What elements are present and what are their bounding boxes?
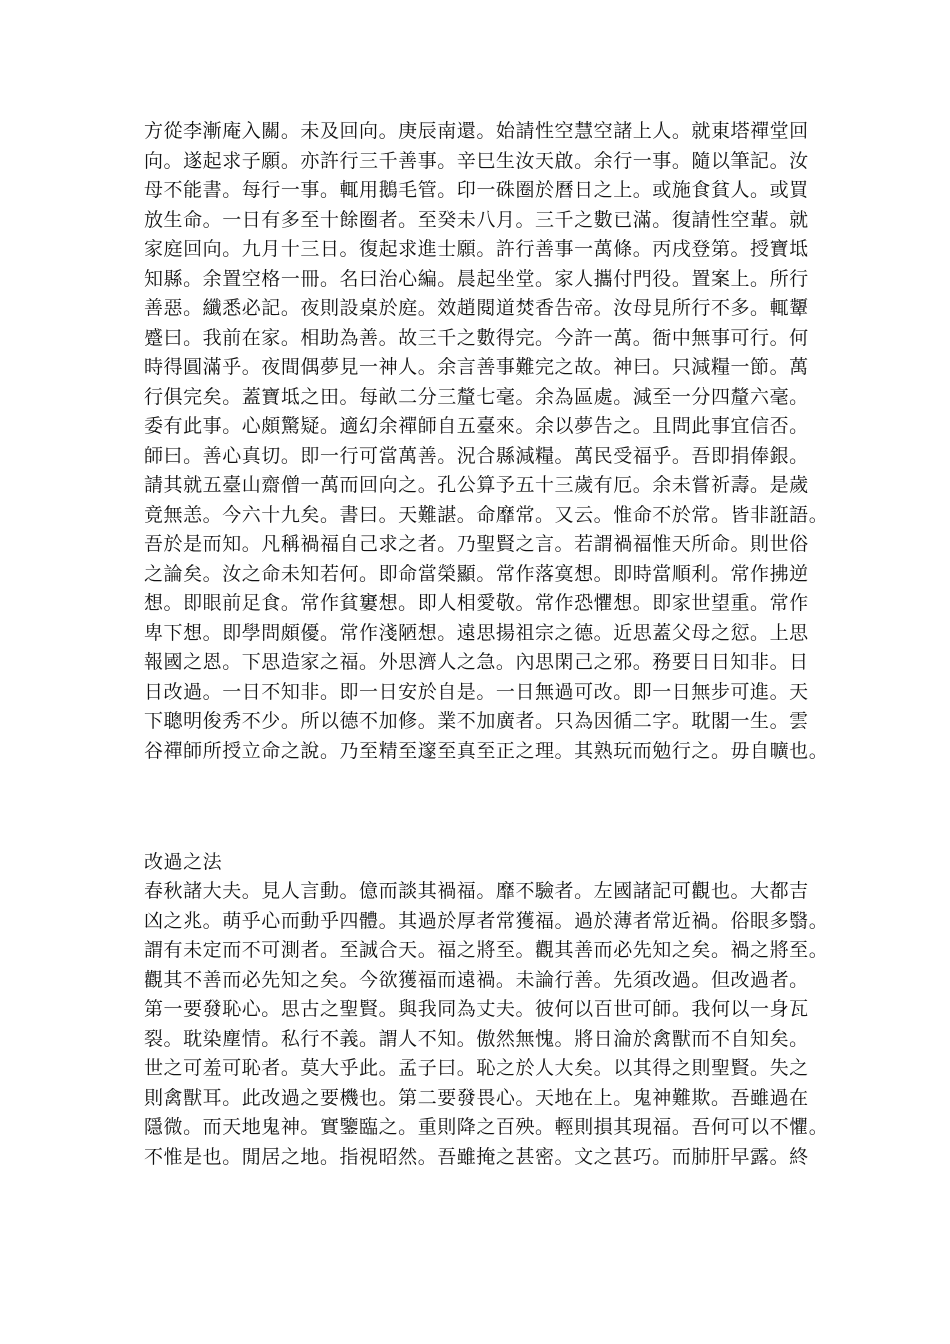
text-line: 吾於是而知。凡稱禍福自己求之者。乃聖賢之言。若謂禍福惟天所命。則世俗 xyxy=(144,533,809,555)
text-line: 母不能書。每行一事。輒用鵝毛管。印一硃圈於曆日之上。或施食貧人。或買 xyxy=(144,179,809,201)
text-line: 竟無恙。今六十九矣。書曰。天難諶。命靡常。又云。惟命不於常。皆非誑語。 xyxy=(144,503,829,526)
text-line: 向。遂起求子願。亦許行三千善事。辛巳生汝天啟。余行一事。隨以筆記。汝 xyxy=(144,149,809,172)
text-line: 放生命。一日有多至十餘圈者。至癸未八月。三千之數已滿。復請性空輩。就 xyxy=(144,208,809,231)
text-line: 第一要發恥心。思古之聖賢。與我同為丈夫。彼何以百世可師。我何以一身瓦 xyxy=(144,998,809,1020)
text-line: 之論矣。汝之命未知若何。即命當榮顯。常作落寞想。即時當順利。常作拂逆 xyxy=(144,562,809,585)
text-line: 觀其不善而必先知之矣。今欲獲福而遠禍。未論行善。先須改過。但改過者。 xyxy=(144,968,809,991)
text-line: 請其就五臺山齋僧一萬而回向之。孔公算予五十三歲有厄。余未嘗祈壽。是歲 xyxy=(144,474,809,496)
text-line: 委有此事。心頗驚疑。適幻余禪師自五臺來。余以夢告之。且問此事宜信否。 xyxy=(144,415,809,437)
text-line: 謂有未定而不可測者。至誠合天。福之將至。觀其善而必先知之矣。禍之將至。 xyxy=(144,939,829,961)
text-line: 裂。耽染塵情。私行不義。謂人不知。傲然無愧。將日淪於禽獸而不自知矣。 xyxy=(144,1027,809,1050)
section-heading: 改過之法 xyxy=(144,851,223,873)
text-line: 隱微。而天地鬼神。實鑒臨之。重則降之百殃。輕則損其現福。吾何可以不懼。 xyxy=(144,1116,829,1138)
text-line: 行俱完矣。蓋寶坻之田。每畝二分三釐七毫。余為區處。減至一分四釐六毫。 xyxy=(144,385,809,408)
text-line: 報國之恩。下思造家之福。外思濟人之急。內思閑己之邪。務要日日知非。日 xyxy=(144,651,809,673)
paragraph-2 xyxy=(144,877,829,1172)
text-line: 蹙曰。我前在家。相助為善。故三千之數得完。今許一萬。衙中無事可行。何 xyxy=(144,326,809,349)
text-line: 善惡。纖悉必記。夜則設桌於庭。效趙閱道焚香告帝。汝母見所行不多。輒顰 xyxy=(144,297,809,319)
text-line: 日改過。一日不知非。即一日安於自是。一日無過可改。即一日無步可進。天 xyxy=(144,680,809,703)
text-line: 師曰。善心真切。即一行可當萬善。況合縣減糧。萬民受福乎。吾即捐俸銀。 xyxy=(144,444,809,467)
text-line: 則禽獸耳。此改過之要機也。第二要發畏心。天地在上。鬼神難欺。吾雖過在 xyxy=(144,1086,809,1109)
text-line: 凶之兆。萌乎心而動乎四體。其過於厚者常獲福。過於薄者常近禍。俗眼多翳。 xyxy=(144,909,829,932)
text-line: 世之可羞可恥者。莫大乎此。孟子曰。恥之於人大矣。以其得之則聖賢。失之 xyxy=(144,1057,809,1079)
text-line: 家庭回向。九月十三日。復起求進士願。許行善事一萬條。丙戌登第。授寶坻 xyxy=(144,238,809,260)
text-line: 春秋諸大夫。見人言動。億而談其禍福。靡不驗者。左國諸記可觀也。大都吉 xyxy=(144,880,809,902)
text-line: 時得圓滿乎。夜間偶夢見一神人。余言善事難完之故。神曰。只減糧一節。萬 xyxy=(144,356,809,378)
text-line: 不惟是也。閒居之地。指視昭然。吾雖掩之甚密。文之甚巧。而肺肝早露。終 xyxy=(144,1145,809,1168)
text-line: 谷禪師所授立命之說。乃至精至邃至真至正之理。其熟玩而勉行之。毋自曠也。 xyxy=(144,739,829,762)
text-line: 下聰明俊秀不少。所以德不加修。業不加廣者。只為因循二字。耽閣一生。雲 xyxy=(144,710,809,732)
text-line: 方從李漸庵入關。未及回向。庚辰南還。始請性空慧空諸上人。就東塔禪堂回 xyxy=(144,120,809,142)
text-line: 卑下想。即學問頗優。常作淺陋想。遠思揚祖宗之德。近思蓋父母之愆。上思 xyxy=(144,621,809,644)
paragraph-1 xyxy=(144,117,829,766)
text-line: 想。即眼前足食。常作貧窶想。即人相愛敬。常作恐懼想。即家世望重。常作 xyxy=(144,592,809,614)
text-line: 知縣。余置空格一冊。名曰治心編。晨起坐堂。家人攜付門役。置案上。所行 xyxy=(144,267,809,290)
